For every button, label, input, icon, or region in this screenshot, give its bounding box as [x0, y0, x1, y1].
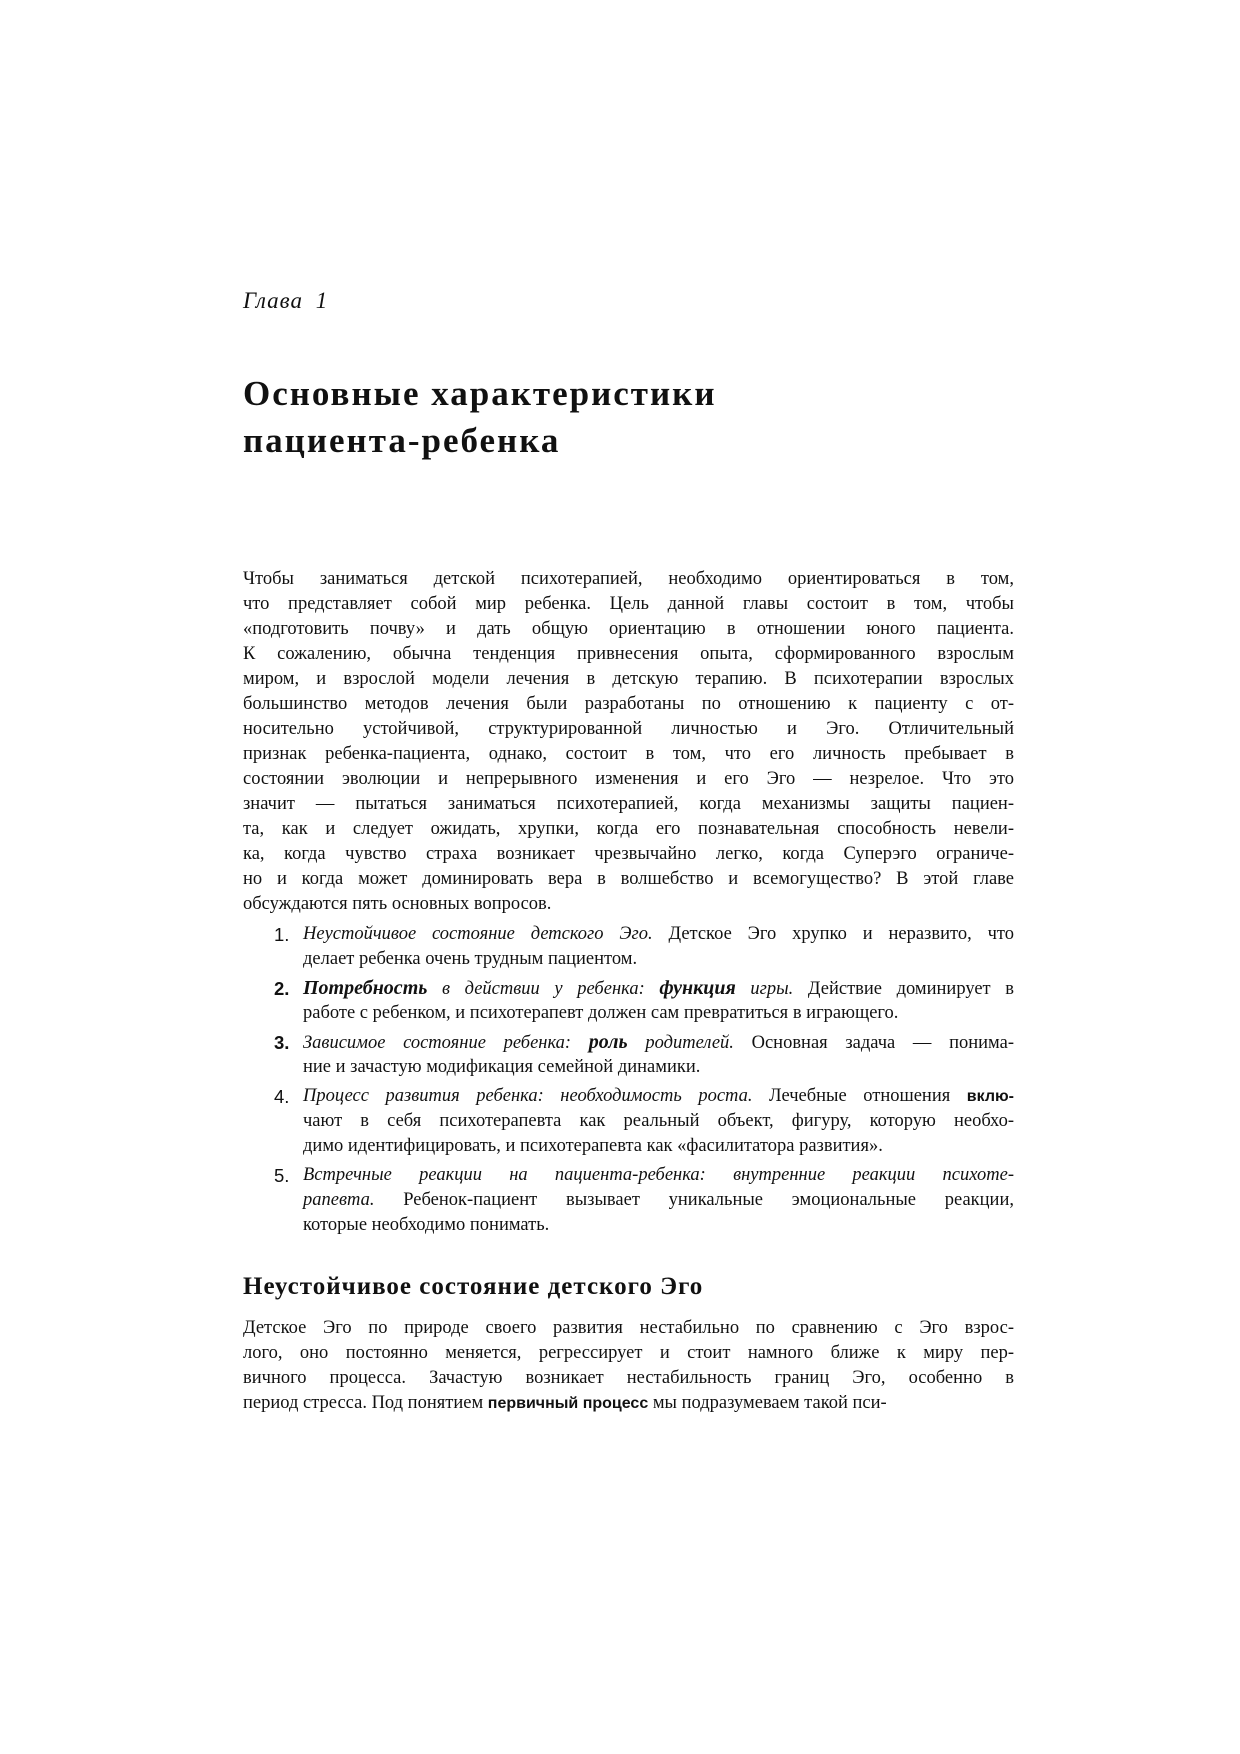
- text-segment: что представляет собой мир ребенка. Цель данной главы состоит в том, чтобы: [243, 594, 1014, 614]
- text-line: [243, 742, 1014, 767]
- text-line: [243, 767, 1014, 792]
- emphasized-text: Встречные реакции на пациента-ребенка: внутренние реакции психоте-: [303, 1165, 1014, 1185]
- list-item: [243, 1030, 1014, 1080]
- text-line: [303, 1134, 1014, 1159]
- emphasized-text: Зависимое состояние ребенка:: [303, 1033, 589, 1053]
- emphasized-text: вклю-: [966, 1088, 1014, 1105]
- text-segment: но и когда может доминировать вера в волшебство и всемогущество? В этой главе: [243, 869, 1014, 889]
- text-line: [243, 792, 1014, 817]
- text-segment: димо идентифицировать, и психотерапевта как «фасилитатора развития».: [303, 1136, 883, 1156]
- chapter-title-line: пациента-ребенка: [243, 421, 561, 460]
- text-segment: миром, и взрослой модели лечения в детскую терапию. В психотерапии взрослых: [243, 669, 1014, 689]
- text-line: [243, 1341, 1014, 1366]
- text-segment: вичного процесса. Зачастую возникает нестабильность границ Эго, особенно в: [243, 1368, 1014, 1388]
- list-item: [243, 976, 1014, 1026]
- text-segment: ние и зачастую модификация семейной динамики.: [303, 1057, 701, 1077]
- text-line: [303, 1055, 1014, 1080]
- text-segment: Детское Эго по природе своего развития нестабильно по сравнению с Эго взрос-: [243, 1318, 1014, 1338]
- text-segment: Чтобы заниматься детской психотерапией, необходимо ориентироваться в том,: [243, 569, 1014, 589]
- text-line: [243, 1391, 1014, 1416]
- text-segment: носительно устойчивой, структурированной личностью и Эго. Отличительный: [243, 719, 1014, 739]
- text-line: [303, 947, 1014, 972]
- text-segment: лого, оно постоянно меняется, регрессирует и стоит намного ближе к миру пер-: [243, 1343, 1014, 1363]
- text-segment: Действие доминирует в: [793, 979, 1014, 999]
- text-segment: которые необходимо понимать.: [303, 1215, 550, 1235]
- text-line: [303, 1163, 1014, 1188]
- text-line: [243, 667, 1014, 692]
- emphasized-text: функция: [659, 977, 736, 999]
- section-heading: Неустойчивое состояние детского Эго: [243, 1273, 704, 1300]
- text-segment: значит — пытаться заниматься психотерапией, когда механизмы защиты пациен-: [243, 794, 1014, 814]
- emphasized-text: игры.: [735, 979, 794, 999]
- text-line: [303, 1084, 1014, 1109]
- list-number: 2.: [274, 978, 290, 999]
- key-issues-list: [243, 922, 1014, 1242]
- text-line: [303, 1001, 1014, 1026]
- text-line: [243, 892, 1014, 917]
- text-segment: состоянии эволюции и непрерывного изменения и его Эго — незрелое. Что это: [243, 769, 1014, 789]
- text-segment: чают в себя психотерапевта как реальный объект, фигуру, которую необхо-: [303, 1111, 1014, 1131]
- text-line: [303, 1109, 1014, 1134]
- chapter-title: [243, 370, 1014, 464]
- text-segment: большинство методов лечения были разработаны по отношению к пациенту с от-: [243, 694, 1014, 714]
- list-item: [243, 1084, 1014, 1159]
- text-line: [243, 1366, 1014, 1391]
- list-number: 1.: [274, 924, 290, 945]
- list-item: [243, 922, 1014, 972]
- emphasized-text: в действии у ребенка:: [427, 979, 660, 999]
- emphasized-text: рапевта.: [303, 1190, 375, 1210]
- emphasized-text: Неустойчивое состояние детского Эго.: [303, 924, 653, 944]
- text-segment: период стресса. Под понятием: [243, 1393, 488, 1413]
- text-line: [303, 1188, 1014, 1213]
- text-segment: Детское Эго хрупко и неразвито, что: [652, 924, 1014, 944]
- emphasized-text: роль: [588, 1031, 628, 1053]
- text-line: [243, 642, 1014, 667]
- text-line: [303, 1213, 1014, 1238]
- text-line: [303, 922, 1014, 947]
- text-line: [243, 692, 1014, 717]
- text-segment: та, как и следует ожидать, хрупки, когда его познавательная способность невели-: [243, 819, 1014, 839]
- text-segment: Основная задача — понима-: [733, 1033, 1015, 1053]
- text-line: [243, 817, 1014, 842]
- text-segment: работе с ребенком, и психотерапевт должен сам превратиться в играющего.: [303, 1003, 899, 1023]
- emphasized-text: Процесс развития ребенка: необходимость роста.: [303, 1086, 753, 1106]
- text-segment: обсуждаются пять основных вопросов.: [243, 894, 552, 914]
- list-item: [243, 1163, 1014, 1238]
- text-segment: «подготовить почву» и дать общую ориентацию в отношении юного пациента.: [243, 619, 1014, 639]
- text-line: [243, 842, 1014, 867]
- text-segment: мы подразумеваем такой пси-: [648, 1393, 887, 1413]
- text-line: [243, 567, 1014, 592]
- emphasized-text: родителей.: [627, 1033, 734, 1053]
- list-number: 3.: [274, 1032, 290, 1053]
- section-paragraph: [243, 1316, 1014, 1416]
- text-line: [243, 717, 1014, 742]
- text-line: [243, 592, 1014, 617]
- text-line: [303, 1030, 1014, 1055]
- text-segment: признак ребенка-пациента, однако, состоит в том, что его личность пребывает в: [243, 744, 1014, 764]
- text-line: [243, 617, 1014, 642]
- text-segment: К сожалению, обычна тенденция привнесения опыта, сформированного взрослым: [243, 644, 1014, 664]
- emphasized-text: первичный процесс: [487, 1395, 649, 1412]
- chapter-label: Глава 1: [243, 288, 329, 313]
- intro-paragraph: [243, 567, 1014, 917]
- text-line: [303, 976, 1014, 1001]
- text-segment: делает ребенка очень трудным пациентом.: [303, 949, 638, 969]
- chapter-title-line: Основные характеристики: [243, 374, 717, 413]
- emphasized-text: Потребность: [303, 977, 428, 999]
- list-number: 5.: [274, 1165, 290, 1186]
- text-segment: ка, когда чувство страха возникает чрезвычайно легко, когда Суперэго ограниче-: [243, 844, 1014, 864]
- list-number: 4.: [274, 1086, 290, 1107]
- text-segment: Лечебные отношения: [752, 1086, 967, 1106]
- text-line: [243, 867, 1014, 892]
- text-line: [243, 1316, 1014, 1341]
- text-segment: Ребенок-пациент вызывает уникальные эмоциональные реакции,: [374, 1190, 1014, 1210]
